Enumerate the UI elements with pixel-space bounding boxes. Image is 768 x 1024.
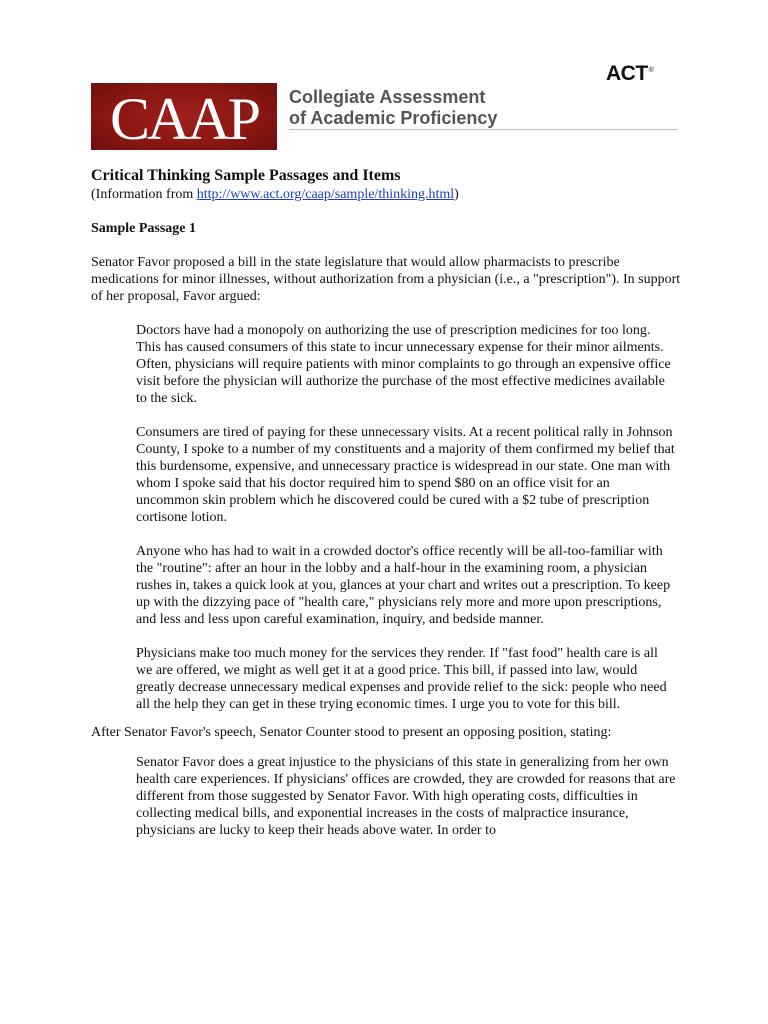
- intro-paragraph: Senator Favor proposed a bill in the state legislature that would allow pharmacists to prescribe medications for minor illnesses, without authorization from a physician (i.e., a "prescription"). In support of her proposal, Favor argued:: [91, 255, 681, 304]
- caap-logo-text: CAAP: [109, 85, 259, 152]
- favor-quote-paragraph: Physicians make too much money for the services they render. If "fast food" health care is all we are offered, we might as well get it at a good price. This bill, if passed into law, would greatly decrease unnecessary medical expenses and provide relief to the sick: people who need all the help they can get in these trying economic times. I urge you to vote for this bill.: [136, 646, 667, 712]
- source-info-prefix: (Information from: [91, 187, 197, 202]
- registered-mark: ®: [648, 67, 654, 74]
- caap-title: [289, 87, 497, 129]
- source-info-suffix: ): [454, 187, 459, 202]
- favor-quote-paragraph: Consumers are tired of paying for these unnecessary visits. At a recent political rally in Johnson County, I spoke to a number of my constituents and a majority of them confirmed my belief that this burdensome, expensive, and unnecessary practice is widespread in our state. One man with whom I spoke said that his doctor required him to spend $80 on an office visit for an uncommon skin problem which he discovered could be cured with a $2 tube of prescription cortisone lotion.: [136, 425, 675, 525]
- act-logo: [606, 62, 653, 86]
- caap-logo: [91, 83, 277, 150]
- favor-quote-paragraph: Doctors have had a monopoly on authorizing the use of prescription medicines for too long. This has caused consumers of this state to incur unnecessary expense for their minor ailments. Often, physicians will require patients with minor complaints to go through an expensive office visit before the physician will authorize the purchase of the most effective medicines available to the sick.: [136, 323, 671, 406]
- counter-quote-paragraph: Senator Favor does a great injustice to the physicians of this state in generalizing from her own health care experiences. If physicians' offices are crowded, they are crowded for reasons that are different from those suggested by Senator Favor. With high operating costs, difficulties in collecting medical bills, and exponential increases in the costs of malpractice insurance, physicians are lucky to keep their heads above water. In order to: [136, 755, 676, 838]
- section-heading: Sample Passage 1: [91, 221, 196, 236]
- counter-intro-paragraph: After Senator Favor's speech, Senator Counter stood to present an opposing position, stating:: [91, 725, 612, 740]
- source-link[interactable]: http://www.act.org/caap/sample/thinking.html: [196, 187, 455, 202]
- document-body: [91, 166, 681, 839]
- counter-quote: [136, 754, 676, 839]
- document-title: Critical Thinking Sample Passages and Items: [91, 167, 401, 184]
- favor-quote-paragraph: Anyone who has had to wait in a crowded doctor's office recently will be all-too-familiar with the "routine": after an hour in the lobby and a half-hour in the examining room, a physician rushes in, takes a quick look at you, glances at your chart and writes out a prescription. To keep up with the dizzying pace of "health care," physicians rely more and more upon prescriptions, and less and less upon careful examination, inquiry, and bedside manner.: [136, 544, 671, 627]
- act-logo-text: ACT: [606, 62, 648, 85]
- caap-title-line1: Collegiate Assessment: [289, 87, 486, 107]
- favor-quote: [136, 322, 676, 713]
- caap-title-line2: of Academic Proficiency: [289, 108, 498, 128]
- header-divider: [289, 129, 678, 130]
- source-info: [91, 186, 681, 203]
